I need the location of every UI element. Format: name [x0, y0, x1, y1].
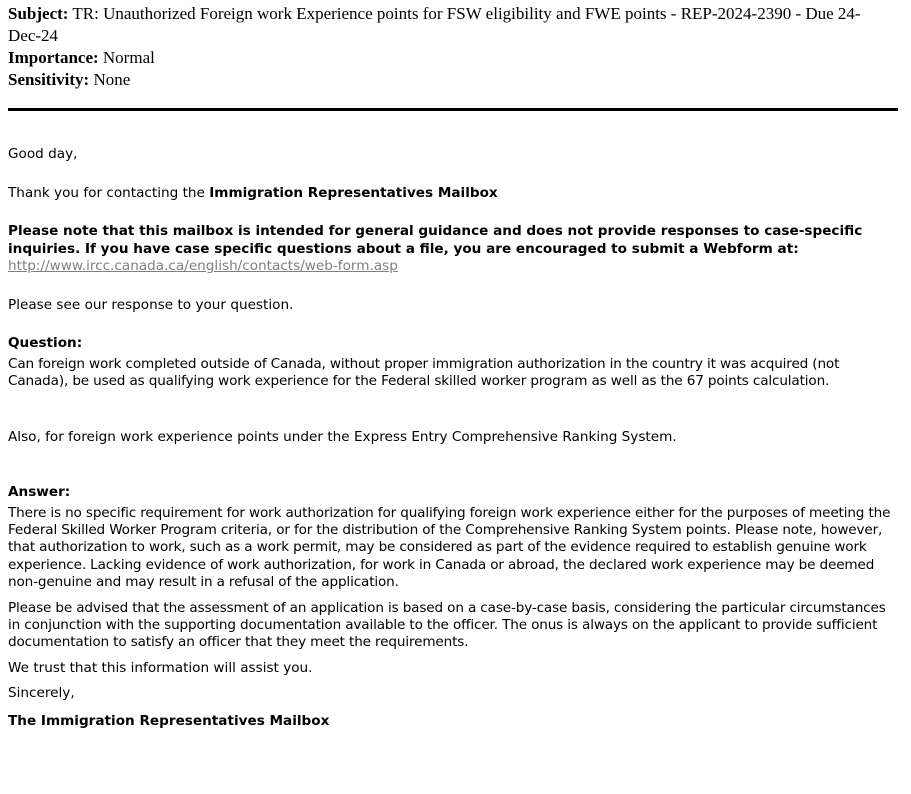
answer-label: Answer:: [8, 484, 71, 500]
subject-value: TR: Unauthorized Foreign work Experience points for FSW eligibility and FWE points - REP-2024-2390 - Due 24-Dec-24: [8, 4, 861, 45]
header-divider: [8, 108, 898, 111]
question-followup: Also, for foreign work experience points under the Express Entry Comprehensive Ranking System.: [8, 428, 677, 445]
mailbox-name: Immigration Representatives Mailbox: [209, 184, 498, 201]
email-body: [8, 146, 900, 730]
question-text: Can foreign work completed outside of Canada, without proper immigration authorization in the country it was acquired (not Canada), be used as qualifying work experience for the Federal skilled worker program as well as the 67 points calculation.: [8, 355, 840, 389]
importance-row: [8, 47, 893, 69]
closing: Sincerely,: [8, 685, 75, 702]
subject-label: Subject:: [8, 4, 69, 23]
importance-value: Normal: [102, 48, 155, 67]
sensitivity-row: [8, 69, 893, 91]
importance-label: Importance:: [8, 48, 99, 67]
webform-link-line: [8, 258, 900, 276]
greeting: Good day,: [8, 146, 78, 162]
trust-line: We trust that this information will assist you.: [8, 659, 313, 676]
email-header: [8, 3, 893, 91]
webform-link[interactable]: http://www.ircc.canada.ca/english/contacts/web-form.asp: [8, 258, 398, 274]
sensitivity-value: None: [93, 70, 131, 89]
thanks-line: [8, 185, 900, 203]
answer-paragraph-2: Please be advised that the assessment of an application is based on a case-by-case basis, considering the particular circumstances in conjunction with the supporting documentation available to the officer. The onus is always on the applicant to provide sufficient documentation to satisfy an officer that they meet the requirements.: [8, 599, 886, 651]
notice-text: Please note that this mailbox is intended for general guidance and does not provide responses to case-specific inquiries. If you have case specific questions about a file, you are encouraged to submit a Webform at:: [8, 223, 863, 257]
question-label: Question:: [8, 335, 83, 351]
answer-paragraph-1: There is no specific requirement for work authorization for qualifying foreign work experience either for the purposes of meeting the Federal Skilled Worker Program criteria, or for the distribution of the Comprehensive Ranking System points. Please note, however, that authorization to work, such as a work permit, may be considered as part of the evidence required to establish genuine work experience. Lacking evidence of work authorization, for work in Canada or abroad, the declared work experience may be deemed non-genuine and may result in a refusal of the application.: [8, 504, 891, 591]
thanks-prefix: Thank you for contacting the: [8, 184, 210, 201]
sensitivity-label: Sensitivity:: [8, 70, 90, 89]
see-response: Please see our response to your question.: [8, 296, 294, 313]
subject-row: [8, 3, 893, 47]
signature: The Immigration Representatives Mailbox: [8, 712, 330, 729]
